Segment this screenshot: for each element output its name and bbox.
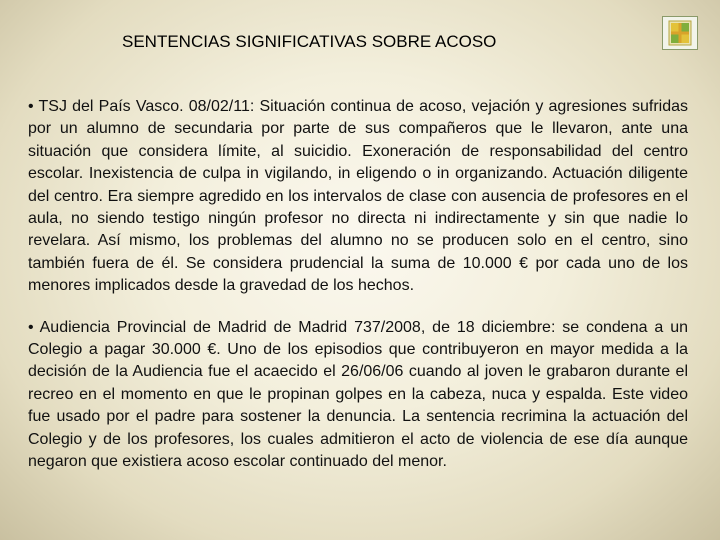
paragraph-audiencia-madrid: • Audiencia Provincial de Madrid de Madrid 737/2008, de 18 diciembre: se condena a un Colegio a pagar 30.000 €. Uno de los episodios que contribuyeron en mayor medida a la decisión de la Audiencia fue el acaecido el 26/06/06 cuando al joven le grabaron durante el recreo en el momento en que le propinan golpes en la cabeza, nuca y espalda. Este video fue usado por el padre para sostener la denuncia. La sentencia recrimina la actuación del Colegio y de los profesores, los cuales admitieron el acto de violencia de ese día aunque negaron que existiera acoso escolar continuado del menor. <box>28 318 688 471</box>
paragraph-tsj-pais-vasco: • TSJ del País Vasco. 08/02/11: Situación continua de acoso, vejación y agresiones sufridas por un alumno de secundaria por parte de sus compañeros que le llevaron, ante una situación que considera límite, al suicidio. Exoneración de responsabilidad del centro escolar. Inexistencia de culpa in vigilando, in eligendo o in organizando. Actuación diligente del centro. Era siempre agredido en los intervalos de clase con ausencia de profesores en el aula, no siendo testigo ningún profesor no directa ni indirectamente y sin que nadie lo revelara. Así mismo, los problemas del alumno no se producen solo en el centro, sino también fuera de él. Se considera prudencial la suma de 10.000 € por cada uno de los menores implicados desde la gravedad de los hechos. <box>28 98 688 295</box>
school-emblem-icon <box>662 16 698 50</box>
slide-title: SENTENCIAS SIGNIFICATIVAS SOBRE ACOSO <box>122 32 497 51</box>
slide-body <box>28 96 688 493</box>
